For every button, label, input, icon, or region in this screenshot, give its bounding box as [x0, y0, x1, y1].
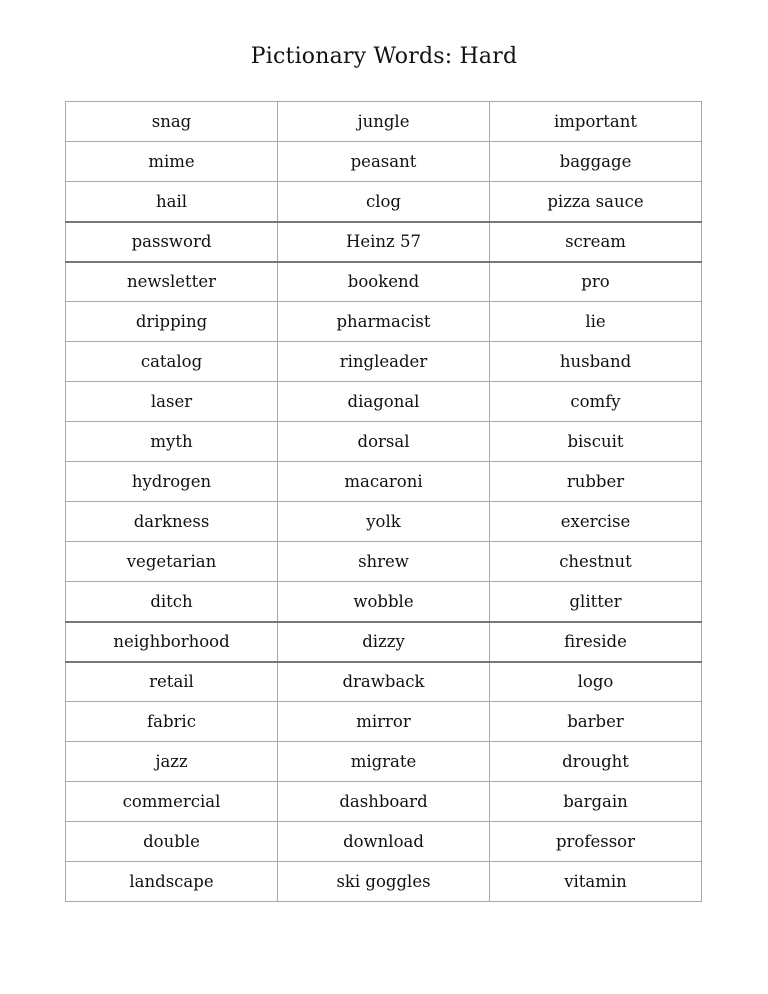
- word-cell: wobble: [278, 582, 490, 622]
- word-table: [65, 101, 702, 902]
- table-row: [66, 382, 702, 422]
- word-cell: ringleader: [278, 342, 490, 382]
- word-cell: diagonal: [278, 382, 490, 422]
- word-table-body: [66, 102, 702, 902]
- word-cell: exercise: [490, 502, 702, 542]
- word-cell: biscuit: [490, 422, 702, 462]
- word-cell: vitamin: [490, 862, 702, 902]
- word-cell: bookend: [278, 262, 490, 302]
- word-cell: professor: [490, 822, 702, 862]
- word-cell: hail: [66, 182, 278, 222]
- word-cell: important: [490, 102, 702, 142]
- table-row: [66, 542, 702, 582]
- table-row: [66, 662, 702, 702]
- word-cell: double: [66, 822, 278, 862]
- word-cell: chestnut: [490, 542, 702, 582]
- word-cell: bargain: [490, 782, 702, 822]
- word-cell: dripping: [66, 302, 278, 342]
- table-row: [66, 262, 702, 302]
- word-cell: hydrogen: [66, 462, 278, 502]
- word-cell: macaroni: [278, 462, 490, 502]
- word-cell: barber: [490, 702, 702, 742]
- word-cell: shrew: [278, 542, 490, 582]
- word-cell: peasant: [278, 142, 490, 182]
- table-row: [66, 822, 702, 862]
- word-cell: drought: [490, 742, 702, 782]
- word-cell: pizza sauce: [490, 182, 702, 222]
- word-cell: commercial: [66, 782, 278, 822]
- table-row: [66, 582, 702, 622]
- word-cell: pro: [490, 262, 702, 302]
- word-cell: clog: [278, 182, 490, 222]
- word-cell: husband: [490, 342, 702, 382]
- word-cell: retail: [66, 662, 278, 702]
- word-cell: jazz: [66, 742, 278, 782]
- table-row: [66, 502, 702, 542]
- table-row: [66, 302, 702, 342]
- word-cell: landscape: [66, 862, 278, 902]
- word-cell: glitter: [490, 582, 702, 622]
- table-row: [66, 462, 702, 502]
- word-cell: darkness: [66, 502, 278, 542]
- word-cell: fireside: [490, 622, 702, 662]
- table-row: [66, 422, 702, 462]
- word-cell: fabric: [66, 702, 278, 742]
- page-title: Pictionary Words: Hard: [250, 44, 518, 69]
- word-cell: dorsal: [278, 422, 490, 462]
- word-cell: vegetarian: [66, 542, 278, 582]
- word-cell: download: [278, 822, 490, 862]
- table-row: [66, 182, 702, 222]
- table-row: [66, 742, 702, 782]
- word-cell: lie: [490, 302, 702, 342]
- word-cell: logo: [490, 662, 702, 702]
- word-cell: rubber: [490, 462, 702, 502]
- word-cell: drawback: [278, 662, 490, 702]
- word-cell: ski goggles: [278, 862, 490, 902]
- word-cell: neighborhood: [66, 622, 278, 662]
- table-row: [66, 702, 702, 742]
- table-row: [66, 102, 702, 142]
- word-cell: Heinz 57: [278, 222, 490, 262]
- word-cell: newsletter: [66, 262, 278, 302]
- word-cell: migrate: [278, 742, 490, 782]
- table-row: [66, 622, 702, 662]
- word-cell: mime: [66, 142, 278, 182]
- word-cell: yolk: [278, 502, 490, 542]
- word-cell: pharmacist: [278, 302, 490, 342]
- table-row: [66, 782, 702, 822]
- word-cell: password: [66, 222, 278, 262]
- word-cell: catalog: [66, 342, 278, 382]
- table-row: [66, 862, 702, 902]
- word-cell: ditch: [66, 582, 278, 622]
- word-cell: myth: [66, 422, 278, 462]
- word-cell: dizzy: [278, 622, 490, 662]
- word-cell: mirror: [278, 702, 490, 742]
- word-cell: jungle: [278, 102, 490, 142]
- table-row: [66, 142, 702, 182]
- word-cell: comfy: [490, 382, 702, 422]
- word-cell: snag: [66, 102, 278, 142]
- word-cell: laser: [66, 382, 278, 422]
- word-cell: scream: [490, 222, 702, 262]
- word-cell: baggage: [490, 142, 702, 182]
- table-row: [66, 342, 702, 382]
- word-cell: dashboard: [278, 782, 490, 822]
- table-row: [66, 222, 702, 262]
